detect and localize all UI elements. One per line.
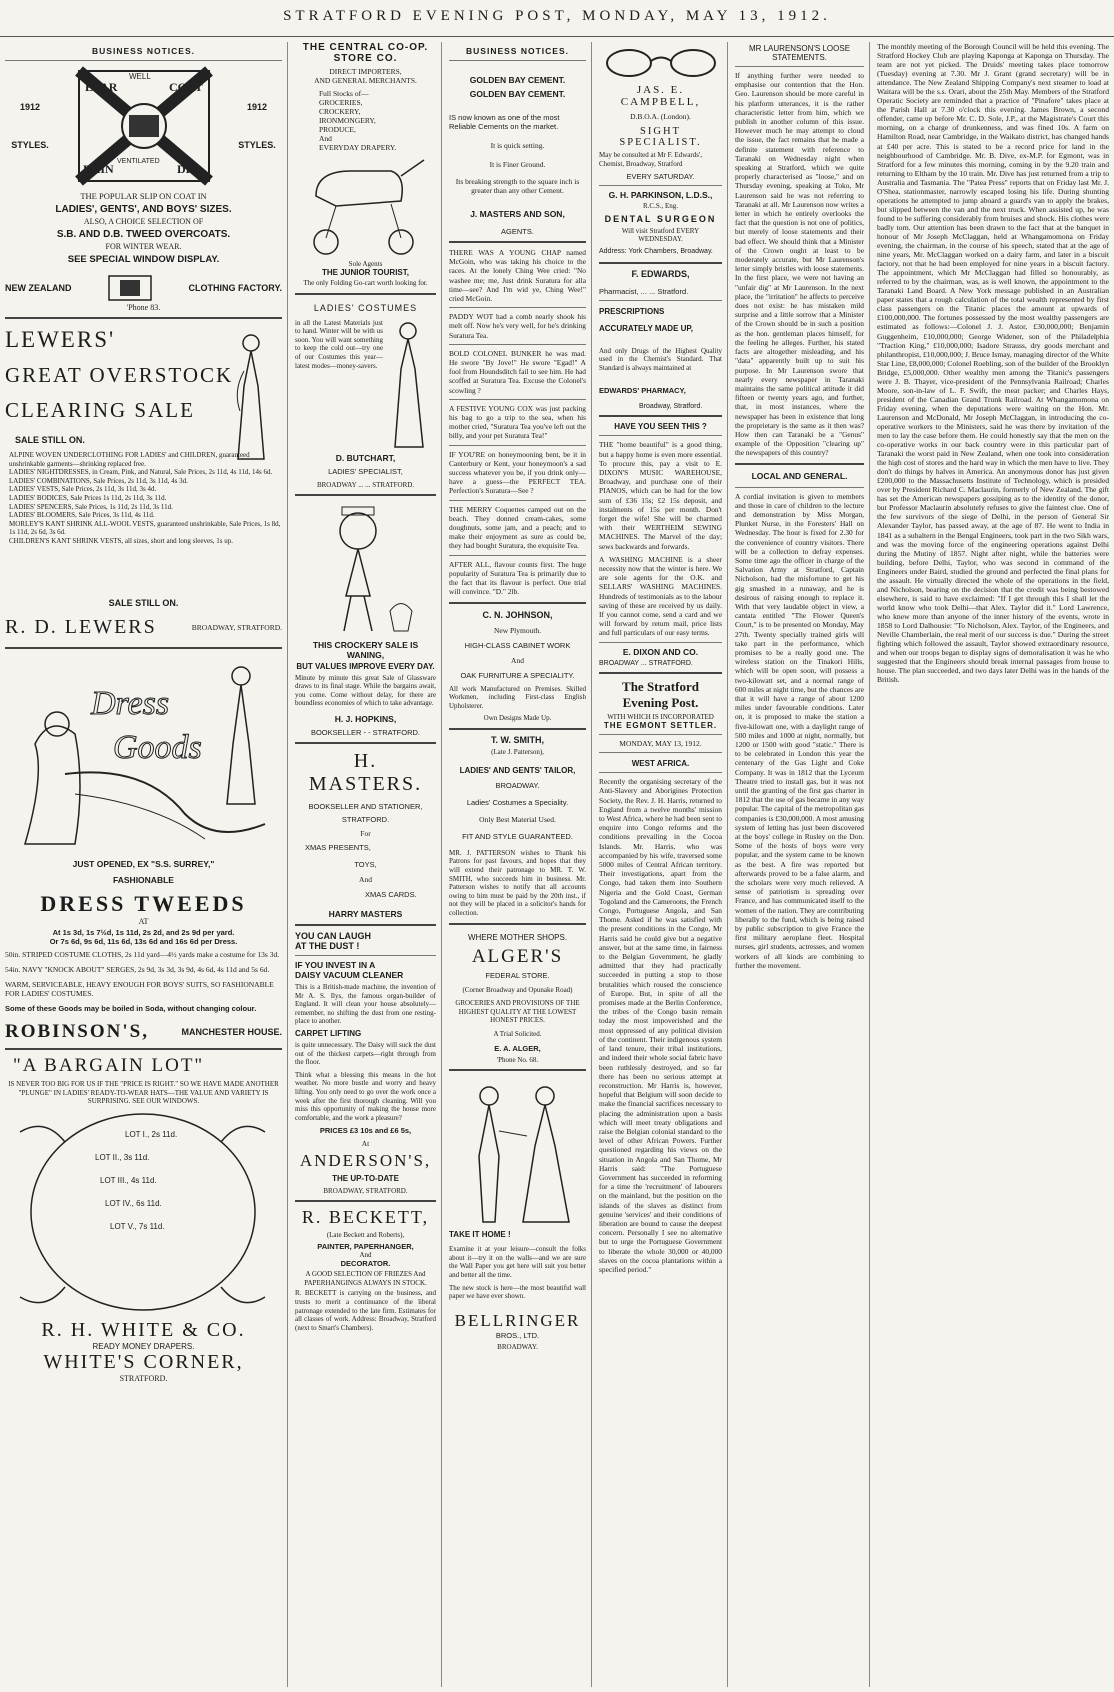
- patterson-text: MR. J. PATTERSON wishes to Thank his Patrons for past favours, and hopes that they will extend their patronage to MR. T. W. SMITH, who succeeds him in business. Mr. Patterson wishes to notify that all accounts owing to him must be paid by the 20th inst., if not they will be placed in a solicitor's hands for collection.: [449, 848, 586, 918]
- edwards-pharmacist: Pharmacist, ... ... Stratford.: [599, 286, 689, 296]
- have-you-seen: HAVE YOU SEEN THIS ?: [614, 422, 707, 432]
- divider: [449, 602, 586, 604]
- edwards-name: F. EDWARDS,: [631, 268, 690, 279]
- robinsons-name: ROBINSON'S,: [5, 1021, 149, 1042]
- divider: [599, 185, 722, 186]
- tailor-heading: LADIES' AND GENTS' TAILOR,: [459, 765, 576, 775]
- spectacles-icon: [599, 46, 723, 80]
- take-it-home: TAKE IT HOME !: [449, 1230, 511, 1240]
- soda-text: Some of these Goods may be boiled in Soda, without changing colour.: [5, 1004, 257, 1013]
- divider: [599, 642, 722, 643]
- smith-name: T. W. SMITH,: [491, 734, 544, 745]
- golden-bay-heading-2: GOLDEN BAY CEMENT.: [469, 89, 566, 99]
- warm-serviceable-text: WARM, SERVICEABLE, HEAVY ENOUGH FOR BOYS' SUITS, SO FASHIONABLE FOR LADIES' COSTUMES.: [5, 980, 274, 998]
- coop-stock-list: [319, 89, 436, 152]
- sale-still-on: SALE STILL ON.: [15, 435, 85, 445]
- coop-title-2: STORE CO.: [333, 53, 398, 64]
- joke-paragraph: PADDY WOT had a comb nearly shook his melt off. Now he's very well, for he's drinking Suratura Tea.: [449, 312, 586, 340]
- federal-store: FEDERAL STORE.: [485, 970, 550, 980]
- golden-bay-heading-1: GOLDEN BAY CEMENT.: [469, 75, 566, 85]
- sight-specialist: SIGHT SPECIALIST.: [619, 126, 702, 148]
- pram-icon: [296, 156, 436, 256]
- sale-item: LADIES' BODICES, Sale Prices 1s 11d, 2s 11d, 3s 11d.: [9, 493, 167, 502]
- dental-wednesday: Will visit Stratford EVERY WEDNESDAY.: [621, 226, 700, 244]
- goods-script-text: Goods: [113, 729, 202, 766]
- up-to-date: THE UP-TO-DATE: [332, 1174, 399, 1184]
- masters-stratford: STRATFORD.: [341, 814, 390, 824]
- mother-shops: WHERE MOTHER SHOPS.: [467, 932, 568, 942]
- local-news-text: The monthly meeting of the Borough Council will be held this evening. The Stratford Hockey Club are playing Kaponga at Kaponga on Thursday. The team are not yet picked. The Druids' meeting takes place tomorrow (Tuesday) evening at 7.30. Mr J. Grant (grand secretary) will be in attendance. The New Zealand Shipping Company's next steamer to load at Waitara will be the s.s. Orari, about the 25th May. Members of the Stratford Operatic Society are reminded that a practice of "Pinafore" takes place at the Parish Hall at 7.30 o'clock this evening. James Brown, a second offender, came up before Mr. C. D. Sole, J.P., at the Magistrate's Court this morning, on a charge of drunkenness, and was fined 10s. A farm on Hamilton Road, near Cambridge, in the Waikato district, has changed hands at £40 per acre. This is stated to be a record price for land in the neighbourhood of Cambridge. Mr. B. Dive, ex-M.P. for Egmont, was in Stratford for a few minutes this morning, coming in by the 9.20 train and returning to Eltham by the 10 train. Mr. Dive has just returned from a trip to Australia and Tasmania. The "Patea Press" reports that on Friday last Mr. J. O'Shea, stationmaster, narrowly escaped losing his life. During shunting operations he attempted to jump aboard a guard's van to apply the brakes, but slipped between the van and the next truck. When assisted up, he was found to be suffering considerably from bruises and shock. His clothes were badly torn. Our attention has been drawn to the fact that at the banquet in honour of Mr Joseph McClaggan, held at Whangamomona on Friday evening, the chairman, in the course of his speech, stated that at the age of nine years, Mr. McClaggan worked on a dairy farm, and later in a biscuit factory, not that he had been employed for nine years in a biscuit factory. The appointment, which Mr McClaggan had filled so honourably, as referred to by the chairman, was, as is well known, the appointment to the Taranaki Land Board. A New York message published in an Australian paper states that a rough calculation of the total wealth represented by first class passengers on the Titanic places the amount at upwards of £100,000,000. The fortunes possessed by the most wealthy passengers are estimated as follows:—Colonel J. J. Astor, £30,000,000; Benjamin Guggenheim, £10,000,000; George Widener, son of the Philadelphia "Traction King," £10,000,000; Isadore Strauss, dry goods merchant and philanthropist, £10,000,000; J. Bruce Ismay, managing director of the White Star Line, £8,000,000; Colonel Roebling, son of the builder of the Brooklyn Bridge, £5,000,000. Other wealthy men among the Titanic's passengers were J. B. Thayer, vice-president of the Pennsylvania Railroad; Charles Moore, son-in-law of L. F. Swift, the meat packer; and Charles Hays, president of the Canadian Grand Trunk Railroad. At Whangamomona on Friday evening, when the deputations were waiting on the Hon. Mr. Laurenson and McDonald, Mr Joseph McClaggan, in introducing the co-operative workers to the Ministers, said he was there by invitation of the men to lay the case before them. He could honestly say that the men on the co-operative works in our back country were in this particular part of Taranaki the worst paid in New Zealand, when one took into consideration the high cost of stores and the hard way in which the men have to live. They don't do things by halves in America. An anonymous donor has just given £200,000 to the Massachusetts Institute of Technology, which is presided over by President Richard C. Maclaurin, formerly of New Zealand. The gift has set the American newspapers gossiping as to the identity of the donor, but Professor Maclaurin absolutely refuses to give the faintest clue. One of the few survivors of the siege of Delhi, in the person of General Sir Alexander Taylor, has passed away, at the age of 87. He went to India in 1841 as a subaltern in the Bengal Engineers, took part in the two Sikh wars, and was the moving force of the engineering operations against Delhi during the Mutiny of 1857. Night after night, while the batteries were building, before Delhi, Taylor, who was second in command of the Engineers under Baird, studied the ground and perfected the final plans for the assault. He virtually directed the whole of the operations in the field, and Nicholson, bearing on the decision that the credit was being bestowed elsewhere, is said to have exclaimed: "If I get through this I shall let the world know who took Delhi—that Alex. Taylor did it." Lord Lawrence, who knew more than anyone of the inner history of the events, wrote in 1858 to Lord Dalhousie: "To Nicholson, Alex. Taylor, of the Engineers, and Neville Chamberlain, the real merit of our success is due." During the street fighting which followed the assault, Taylor showed extraordinary resource, and when our troops began to display signs of demoralisation it was he who suggested that the Engineers should break internal passages from house to house. The plan succeeded, and two days later Delhi was in the hands of the British.: [877, 42, 1109, 685]
- pharmacy-broadway: Broadway, Stratford.: [639, 403, 703, 411]
- accurately-heading: ACCURATELY MADE UP,: [599, 323, 693, 333]
- manchester-house-text: MANCHESTER HOUSE.: [181, 1027, 282, 1037]
- stock-item: And: [319, 134, 332, 143]
- beckett-text: R. BECKETT is carrying on the business, and trusts to merit a continuance of the liberal patronage extended to the late firm. Estimates for all classes of work. Address: Broadway, Stratford (next to Smart's Chambers).: [295, 1289, 436, 1332]
- dixon-home-text: THE "home beautiful" is a good thing, but a happy home is even more essential. To procure this, pay a visit to E. DIXON'S MUSIC WAREHOUSE, Broadway, and purchase one of their PIANOS, which can be had for the low sum of £36 15s; £2 15s deposit, and instalments of 15s per month. Don't forget the wife! She will be charmed with their WERTHEIM SEWING MACHINES. The Marvel of the day; sews backwards and forwards.: [599, 440, 722, 551]
- column-1: [0, 42, 288, 1687]
- clearing-sale-heading: CLEARING SALE: [5, 398, 195, 422]
- painter-paperhanger: PAINTER, PAPERHANGER,: [317, 1242, 414, 1252]
- cement-finer: It is Finer Ground.: [489, 160, 546, 169]
- column-4: [594, 42, 728, 1687]
- parkinson-rcs: R.C.S., Eng.: [642, 202, 678, 211]
- lot-item: LOT V., 7s 11d.: [110, 1221, 165, 1231]
- butchart-name: D. BUTCHART,: [335, 452, 396, 463]
- striped-cloth-text: 50in. STRIPED COSTUME CLOTHS, 2s 11d yard—4½ yards make a costume for 13s 3d.: [5, 950, 280, 959]
- clothing-factory-text: CLOTHING FACTORY.: [188, 283, 282, 293]
- rd-lewers-name: R. D. LEWERS: [5, 616, 157, 638]
- carpet-heading: CARPET LIFTING: [295, 1028, 362, 1038]
- sale-item: LADIES' SPENCERS, Sale Prices, 1s 11d, 2s 11d, 3s 11d.: [9, 502, 173, 511]
- fashionable-text: FASHIONABLE: [113, 875, 174, 885]
- algers-name: ALGER'S: [471, 945, 564, 967]
- joke-paragraph: IF YOU'RE on honeymooning bent, be it in Canterbury or Kent, your honeymoon's a sad success whatever you be, if you drink only—have a guess—the PERFECT TEA. Perfection's Suratura—See ?: [449, 449, 586, 496]
- beckett-and: And: [359, 1251, 372, 1260]
- divider: [735, 487, 864, 488]
- choice-text: ALSO, A CHOICE SELECTION OF: [83, 217, 204, 226]
- styles-right: STYLES.: [238, 140, 276, 150]
- lewers-address: BROADWAY, STRATFORD.: [191, 623, 282, 632]
- logo-year-right: 1912: [246, 102, 268, 112]
- andersons-address: BROADWAY, STRATFORD.: [323, 1187, 408, 1196]
- bellringer-bros: BROS., LTD.: [495, 1330, 540, 1340]
- think-text: Think what a blessing this means in the hot weather. No more bustle and worry and heavy lifting. You only need to go over the work once a week after the first thorough cleaning. Will you miss this opportunity of making the house more comfortable, and the work a pleasure?: [295, 1070, 436, 1122]
- masters-xmas-cards: XMAS CARDS.: [365, 889, 417, 899]
- divider: [449, 923, 586, 925]
- lot-item: LOT I., 2s 11d.: [125, 1129, 178, 1139]
- junior-tourist: THE JUNIOR TOURIST,: [322, 268, 409, 277]
- beckett-name: R. BECKETT,: [301, 1207, 430, 1228]
- lady-figure-icon: [228, 331, 274, 461]
- joke-paragraph: BOLD COLONEL BUNKER he was mad. He swore "By Jove!" He swore "Egad!" A fool from Houndsditch fail to see him. He had scoffed at Suratura Tea. Excuse the Colonel's scowling ?: [449, 348, 586, 395]
- sale-items-list: [9, 451, 282, 546]
- sale-item: CHILDREN'S KANT SHRINK VESTS, all sizes, short and long sleeves, 1s up.: [9, 536, 234, 545]
- divider: [295, 1200, 436, 1202]
- divider: [599, 752, 722, 753]
- andersons-name: ANDERSON'S,: [299, 1151, 432, 1171]
- lewers-heading: LEWERS': [5, 327, 116, 352]
- west-africa-article: Recently the organising secretary of the Anti-Slavery and Aborigines Protection Society, the Rev. J. H. Harris, returned to England from a twelve months' mission to West Africa, where he had been sent to enquire into Congo reforms and the conditions prevailing in the Cocoa Islands. Mr. Harris, who was accompanied by his wife, traversed some 5000 miles of Central African territory. Their investigations, apart from the Congo, had taken them into Southern Nigeria and the Gold Coast, German Togoland and the Cameroons, the French Congo, Portuguese Angola, and San Thome. Asked if he was satisfied with the present conditions in the Congo, Mr Harris said he could give but a negative answer, but at the same time, in fairness to the Belgian Government, he gladly admitted that they had practically succeeded in putting a stop to those brutalities which roused the conscience of Europe. But, in spite of all the promises made at the Berlin Conference, the tribes of the Congo basin remain today the most impoverished and the most oppressed of any political division of the continent. Their indigenous system of land tenure, their tribal institutions, and indeed their whole social fabric have been ruthlessly destroyed, and so far there has been no serious attempt at reconstruction. Mr Harris is, however, hopeful that Belgium will soon decide to make the financial sacrifices necessary to placing the administration upon a basis which will meet treaty obligations and raise the Belgian colonial standard to the level of other African Powers. Further questioned regarding his views on the situation in Angola and San Thome, Mr Harris said: "The Portuguese Government has succeeded in reforming for a time the 'recruitment' of labourers on the mainland, but the position on the islands of the slaves as distinct from genuine 'services' and their conditions of liberation are bound to cause the deepest concern. Personally I see no alternative but to urge the Portuguese Government to liberate the whole 30,000 or 40,000 slaves on the cocoa plantations within a specified period.": [599, 777, 722, 1274]
- gocart-text: The only Folding Go-cart worth looking for.: [303, 279, 428, 287]
- examine-text: Examine it at your leisure—consult the folks about it—try it on the walls—and we are sure the Wall Paper you get here will suit you better and better all the time.: [449, 1245, 586, 1279]
- cabinet-work: HIGH-CLASS CABINET WORK: [464, 640, 571, 650]
- campbell-dboa: D.B.O.A. (London).: [630, 112, 691, 121]
- ready-money-drapers: READY MONEY DRAPERS.: [92, 1341, 195, 1351]
- egmont-settler: THE EGMONT SETTLER.: [603, 721, 718, 731]
- divider: [295, 742, 436, 744]
- column-5: [730, 42, 870, 1687]
- cement-known-text: IS now known as one of the most Reliable Cements on the market.: [449, 113, 560, 131]
- dress-tweeds-heading: DRESS TWEEDS: [40, 891, 247, 916]
- lot-item: LOT III., 4s 11d.: [100, 1175, 157, 1185]
- hats-illustration: [5, 1112, 282, 1317]
- ealger-name: E. A. ALGER,: [494, 1043, 541, 1053]
- edwards-pharmacy: EDWARDS' PHARMACY,: [599, 386, 686, 396]
- divider: [599, 300, 722, 301]
- winter-text: FOR WINTER WEAR.: [105, 242, 182, 251]
- direct-importers: DIRECT IMPORTERS,: [329, 67, 402, 76]
- cement-strength: Its breaking strength to the square inch is greater than any other Cement.: [455, 177, 580, 195]
- joke-paragraph: THERE WAS A YOUNG CHAP named McGoin, who was taking his choice to the races. At the lonely Ching Wee cried: "No washee me; me, Just drink Suratura for alla time—see? And I'm wid ye, Ching Wee!" cried McGoin.: [449, 248, 586, 304]
- sale-item: LADIES' BLOOMERS, Sale Prices, 3s 11d, 4s 11d.: [9, 511, 155, 520]
- masthead: STRATFORD EVENING POST, MONDAY, MAY 13, 1912.: [0, 8, 1114, 37]
- best-material: Only Best Material Used.: [479, 814, 556, 824]
- divider: [449, 60, 586, 61]
- local-general-heading: LOCAL AND GENERAL.: [751, 470, 848, 481]
- bargain-lot-heading: "A BARGAIN LOT": [13, 1055, 205, 1076]
- divider: [599, 734, 722, 735]
- masters-xmas-presents: XMAS PRESENTS,: [305, 842, 371, 852]
- carpet-text: is quite unnecessary. The Daisy will suck the dust out of the thickest carpets—right through from the floor.: [295, 1040, 436, 1067]
- coop-title-1: THE CENTRAL CO-OP.: [302, 42, 429, 53]
- wallpaper-couple-icon: [449, 1076, 587, 1226]
- butchart-address: BROADWAY ... ... STRATFORD.: [316, 480, 415, 489]
- local-general-text: A cordial invitation is given to members and those in care of children to the lecture and demonstration by Miss Morgan, Plunket Nurse, in the Foresters' Hall on Wednesday. The hour is fixed for 2.30 for the convenience of country visitors. There will be a collection to defray expenses. Some time ago the officer in charge of the Salvation Army at Stratford, Captain Nicholson, had the misfortune to get his gig smashed in a runaway, and he is desirous of raising enough to replace it. With that very laudable object in view, a cantata entitled "The Flower Queen's Court," is to be presented on Monday, May 27th. Twenty specially trained girls will take part in the performance, which promises to be a really good one. The wireless station on the Tinakori Hills, which will be open soon, will possess a two-kilowatt set, and a normal range of 600 miles at night time, but the chances are that it will have a range of about 1200 miles under favourable conditions. Later on, it is proposed to make the station a five-kilowatt one, with a daylight range of 500 miles and 1000 at night, normally, but 1200 or 1500 with good "static." There is to be celebrated in London this year the centenary of the Gas Light and Coke Company. It was in 1812 that the Lyceum Theatre tried to install gas, but it was not until the granting of the first gas charter in 1812 that the use of gas became in any way popular. The capital of the metropolitan gas companies is £30,000,000. A most amusing system of letting has just been discovered at the boys' college in Rusley on the Don. Some of the hosts of boys were very popular, and the system came to be known as the best. A fire was reported but afterwards proved to be a false alarm, and the scholars were very much relieved. A sense of patriotism is spreading over France, and has communicated itself to the women of the nation. They are contributing liberally to the fund, which is being raised by public subscription to give France the first military aeroplane fleet. Hospital nurses, girl students, actresses, and women workers of all kinds are combining to further the movement.: [735, 491, 864, 970]
- masters-and: And: [359, 874, 372, 884]
- nz-clothing-factory-logo-icon: [108, 275, 152, 301]
- factory-phone: 'Phone 83.: [126, 303, 161, 312]
- bellringer-broadway: BROADWAY.: [497, 1342, 538, 1351]
- crockery-text: Minute by minute this great Sale of Glassware draws to its final stage. While the bargains await, you come. Come without delay, for there are boundless economies of which to take advantage.: [295, 673, 436, 708]
- editorial-date: MONDAY, MAY 13, 1912.: [619, 739, 702, 749]
- dress-goods-scene-icon: [5, 654, 281, 854]
- stock-item: PRODUCE,: [319, 125, 356, 134]
- divider: [449, 555, 586, 556]
- divider: [735, 463, 864, 465]
- loose-statements-heading: MR LAURENSON'S LOOSE STATEMENTS.: [748, 44, 851, 62]
- general-merchants: AND GENERAL MERCHANTS.: [314, 76, 417, 85]
- divider: [449, 728, 586, 730]
- costume-lady-icon: [383, 319, 433, 449]
- logo-word-coat: COAT: [168, 80, 203, 94]
- whites-corner-heading: WHITE'S CORNER,: [43, 1350, 244, 1373]
- sizes-text: LADIES', GENTS', AND BOYS' SIZES.: [55, 204, 232, 215]
- hopkins-name: H. J. HOPKINS,: [334, 713, 397, 724]
- smith-late: (Late J. Patterson),: [491, 747, 544, 756]
- white-stratford: STRATFORD.: [119, 1373, 168, 1383]
- logo-word-rain: RAIN: [82, 162, 114, 176]
- bellringer-name: BELLRINGER: [454, 1310, 581, 1330]
- new-stock-text: The new stock is here—the most beautiful wall paper we have ever shown.: [449, 1283, 586, 1301]
- stock-item: GROCERIES,: [319, 98, 363, 107]
- costumes-speciality: Ladies' Costumes a Speciality.: [466, 797, 569, 807]
- johnson-name: C. N. JOHNSON,: [482, 609, 553, 620]
- hopkins-bookseller: BOOKSELLER - - STRATFORD.: [310, 727, 421, 737]
- sale-item: LADIES' NIGHTDRESSES, in Cream, Pink, and Natural, Sale Prices, 2s 11d, 4s 11d, 14s 6d.: [9, 468, 273, 477]
- paper-nameplate: The Stratford Evening Post.: [622, 678, 699, 710]
- parkinson-name: G. H. PARKINSON, L.D.S.,: [608, 190, 713, 201]
- crockery-boy-icon: [296, 501, 436, 636]
- divider: [735, 66, 864, 67]
- bargain-lot-text: IS NEVER TOO BIG FOR US IF THE "PRICE IS RIGHT." SO WE HAVE MADE ANOTHER "PLUNGE" IN LADIES' READY-TO-WEAR HATS—THE VALUE AND VARIETY IS SURPRISING. SEE OUR WINDOWS.: [8, 1080, 279, 1106]
- costumes-text: in all the Latest Materials just to hand. Winter will be with us soon. You will want something to keep the cold out—try one of our Costumes this year—latest modes—money-savers.: [295, 318, 383, 370]
- logo-word-dri: DRI: [176, 162, 199, 176]
- invest-heading: IF YOU INVEST IN A: [295, 959, 376, 970]
- divider: [5, 647, 282, 649]
- west-africa-heading: WEST AFRICA.: [631, 759, 690, 769]
- divider: [295, 955, 436, 956]
- sale-item: LADIES' VESTS, Sale Prices, 2s 11d, 3s 11d, 3s 4d.: [9, 485, 157, 494]
- stock-item: EVERYDAY DRAPERY.: [319, 143, 397, 152]
- oak-furniture: OAK FURNITURE A SPECIALITY.: [460, 670, 575, 680]
- divider: [295, 494, 436, 496]
- divider: [295, 924, 436, 926]
- window-display-text: SEE SPECIAL WINDOW DISPLAY.: [67, 254, 220, 265]
- cement-quick: It is quick setting.: [490, 141, 545, 150]
- own-designs: Own Designs Made Up.: [483, 714, 552, 723]
- algers-phone: 'Phone No. 68.: [496, 1055, 539, 1064]
- evar-coat-logo-row: [5, 65, 282, 187]
- sale-still-on-2: SALE STILL ON.: [108, 598, 179, 608]
- logo-word-well: WELL: [128, 72, 151, 81]
- friezes-text: A GOOD SELECTION OF FRIEZES And PAPERHANGINGS ALWAYS IN STOCK.: [304, 1270, 427, 1287]
- divider: [5, 1048, 282, 1050]
- joke-paragraph: A FESTIVE YOUNG COX was just packing his bag to go a trip to the sea, when his mother cried, "Suratura Tea you've left out the billy, and your pet Suratura Tea!": [449, 403, 586, 441]
- loose-statements-text: If anything further were needed to emphasise our contention that the Hon. Geo. Laurenson should be more careful in his platform utterances, it is the rather characteristic letter from him, which we publish in another column of this issue. However much he may attempt to cloud the issue, the fact remains that he made a definite statement with reference to Taranaki on Wednesday night when speaking at Stratford, which we quite properly characterised as "loose," and on Thursday evening, speaking at Toko, Mr Laurenson said he was not referring to Taranaki at all. Mr Laurenson now writes a letter in which he entirely overlooks the fact that the question is not one of politics, but merely of loose statements and their bad effect. We should think that a Minister of the Crown ought at least to be moderately accurate, but Mr Laurenson's letter simply bristles with loose statements. In the first place, we were not having an "unfair dig" at Mr Laurenson. In the next place, the "irritation" he affects to perceive does not exist: he has mistaken mild surprise and a little sorrow that a Minister of the Crown should be in such a position as the hon. gentleman places himself, for the feeling he alleges. Further, his stated facts are altogether misleading, and his "data" apparently built up to suit his purpose. In Mr Laurenson swore that nearly every newspaper in Taranaki maintains the same political attitude it did fifteen or twenty years ago, and further, that, in most instances, where the newspaper has been in existence that long the proprietary is the same as it then was? How then can Taranaki be a "Genus" example of the Opposition "clearing up" the newspapers of this country?: [735, 71, 864, 458]
- daisy-at: At: [361, 1139, 370, 1149]
- dress-goods-illustration: [5, 654, 282, 859]
- jmasters-name: J. MASTERS AND SON,: [470, 209, 565, 219]
- sale-item: LADIES' COMBINATIONS, Sale Prices, 2s 11d, 3s 11d, 4s 3d.: [9, 476, 188, 485]
- masters-bookseller: BOOKSELLER AND STATIONER,: [308, 801, 423, 811]
- dental-surgeon: DENTAL SURGEON: [604, 213, 717, 224]
- crockery-sale-heading: THIS CROCKERY SALE IS WANING,: [312, 639, 419, 660]
- divider: [449, 344, 586, 345]
- new-zealand-text: NEW ZEALAND: [5, 283, 72, 293]
- dixon-name: E. DIXON AND CO.: [622, 646, 699, 657]
- divider: [449, 1069, 586, 1071]
- campbell-name: JAS. E. CAMPBELL,: [620, 84, 701, 108]
- dixon-washing-text: A WASHING MACHINE is a sheer necessity now that the winter is here. We are sole agents for the O.K. and SELLARS' WASHING MACHINES. Hundreds of testimonials as to the labour saving of these are received by us daily. If you cannot come, send a card and we will forward by return mail, price lists and full particulars of our easy terms.: [599, 554, 722, 638]
- daisy-text: This is a British-made machine, the invention of Mr A. S. Ilys, the famous organ-builder of England. It will clean your house absolutely—remember, no shifting the dust from one resting-place to another.: [295, 982, 436, 1026]
- dental-address: Address: York Chambers, Broadway.: [599, 247, 713, 255]
- values-improve: BUT VALUES IMPROVE EVERY DAY.: [296, 661, 435, 671]
- divider: [599, 772, 722, 773]
- logo-year-left: 1912: [19, 102, 41, 112]
- johnson-newply: New Plymouth.: [493, 625, 542, 635]
- business-notices-header: BUSINESS NOTICES.: [92, 46, 195, 56]
- styles-left: STYLES.: [11, 140, 49, 150]
- divider: [5, 60, 282, 61]
- laugh-heading-1: YOU CAN LAUGH: [295, 930, 371, 941]
- stock-item: CROCKERY,: [319, 107, 361, 116]
- tailor-broadway: BROADWAY.: [495, 780, 540, 790]
- business-notices-header-2: BUSINESS NOTICES.: [466, 46, 569, 56]
- tweed-prices-yard: At 1s 3d, 1s 7½d, 1s 11d, 2s 2d, and 2s 9d per yard.: [52, 928, 235, 937]
- divider: [599, 415, 722, 417]
- stock-item: IRONMONGERY,: [319, 116, 376, 125]
- sale-item: ALPINE WOVEN UNDERCLOTHING FOR LADIES' and CHILDREN, guaranteed unshrinkable garments—shrinking replaced free.: [9, 451, 250, 468]
- divider: [599, 262, 722, 264]
- lewers-ad: [5, 327, 282, 592]
- popular-coat-text: THE POPULAR SLIP ON COAT IN: [80, 191, 207, 201]
- fit-style: FIT AND STYLE GUARANTEED.: [462, 831, 573, 841]
- divider: [449, 445, 586, 446]
- dress-script-text: Dress: [91, 685, 170, 722]
- prescriptions-heading: PRESCRIPTIONS: [599, 306, 665, 316]
- stock-item: Full Stocks of—: [319, 89, 369, 98]
- laugh-heading-2: AT THE DUST !: [295, 940, 360, 951]
- daisy-heading: DAISY VACUUM CLEANER: [295, 969, 404, 980]
- ladies-costumes-heading: LADIES' COSTUMES: [313, 302, 418, 313]
- ladies-specialist: LADIES' SPECIALIST,: [328, 466, 403, 476]
- joke-paragraph: AFTER ALL, flavour counts first. The huge popularity of Suratura Tea is primarily due to the fact that its flavour is perfect. One trial will convince. "D." 2lb.: [449, 559, 586, 597]
- sale-item: MORLEY'S KANT SHRINK ALL-WOOL VESTS, guaranteed unshrinkable, Sale Prices, 1s 8d, 1s 11d, 2s 6d, 3s 6d.: [9, 519, 281, 537]
- drugs-text: And only Drugs of the Highest Quality used in the Chemist's Standard. That Standard is always maintained at: [599, 346, 722, 372]
- masters-name: H. MASTERS.: [308, 749, 423, 795]
- divider: [449, 241, 586, 243]
- logo-word-ventilated: VENTILATED: [116, 158, 160, 165]
- jmasters-agents: AGENTS.: [501, 227, 534, 236]
- divider: [599, 672, 722, 674]
- divider: [449, 307, 586, 308]
- incorporated-text: WITH WHICH IS INCORPORATED: [607, 712, 714, 721]
- suratura-jokes: [449, 248, 586, 597]
- joke-paragraph: THE MERRY Coquettes camped out on the beach. They donned cream-cakes, some doughnuts, some jam, and a peach; and to make their enjoyment as sure as could be, they had bought Suratura, the exquisite Tea.: [449, 504, 586, 551]
- column-3: [444, 42, 592, 1687]
- masters-toys: TOYS,: [354, 859, 377, 869]
- tweed-prices-dress: Or 7s 6d, 9s 6d, 11s 6d, 13s 6d and 16s 6d per Dress.: [49, 937, 238, 946]
- logo-word-evar: EVAR: [84, 80, 117, 94]
- masters-for: For: [360, 828, 371, 838]
- every-saturday: EVERY SATURDAY.: [626, 172, 695, 182]
- just-opened-text: JUST OPENED, EX "S.S. SURREY,": [72, 859, 215, 869]
- column-6: [872, 42, 1114, 1687]
- algers-trial: A Trial Solicited.: [493, 1030, 542, 1038]
- daisy-prices: PRICES £3 10s and £6 5s,: [319, 1126, 412, 1136]
- overcoats-text: S.B. AND D.B. TWEED OVERCOATS.: [56, 229, 231, 240]
- decorator-text: DECORATOR.: [340, 1259, 391, 1269]
- lot-item: LOT IV., 6s 11d.: [105, 1198, 162, 1208]
- algers-corner: (Corner Broadway and Opunake Road): [462, 985, 573, 994]
- navy-serges-text: 54in. NAVY "KNOCK ABOUT" SERGES, 2s 9d, 3s 3d, 3s 9d, 4s 6d, 4s 11d and 5s 6d.: [5, 965, 270, 974]
- algers-groceries: GROCERIES AND PROVISIONS OF THE HIGHEST QUALITY AT THE LOWEST HONEST PRICES.: [455, 999, 580, 1025]
- divider: [599, 435, 722, 436]
- sole-agents: Sole Agents: [348, 260, 383, 268]
- at-text: AT: [138, 917, 149, 926]
- divider: [449, 399, 586, 400]
- lot-item: LOT II., 3s 11d.: [95, 1152, 150, 1162]
- divider: [5, 317, 282, 319]
- oak-text: All work Manufactured on Premises. Skilled Workmen, including First-class English Upholsterer.: [449, 684, 586, 710]
- divider: [295, 293, 436, 295]
- dixon-address: BROADWAY ... STRATFORD.: [599, 659, 693, 667]
- johnson-and: And: [511, 655, 524, 665]
- divider: [449, 500, 586, 501]
- column-2: [290, 42, 442, 1687]
- rh-white-name: R. H. WHITE & CO.: [41, 1318, 246, 1341]
- sight-consulted: May be consulted at Mr F. Edwards', Chemist, Broadway, Stratford: [599, 151, 702, 168]
- overstock-heading: GREAT OVERSTOCK: [5, 363, 234, 387]
- beckett-late: (Late Beckett and Roberts),: [326, 1231, 405, 1240]
- harry-masters: HARRY MASTERS: [328, 908, 403, 919]
- evar-coat-logo-icon: [69, 65, 219, 187]
